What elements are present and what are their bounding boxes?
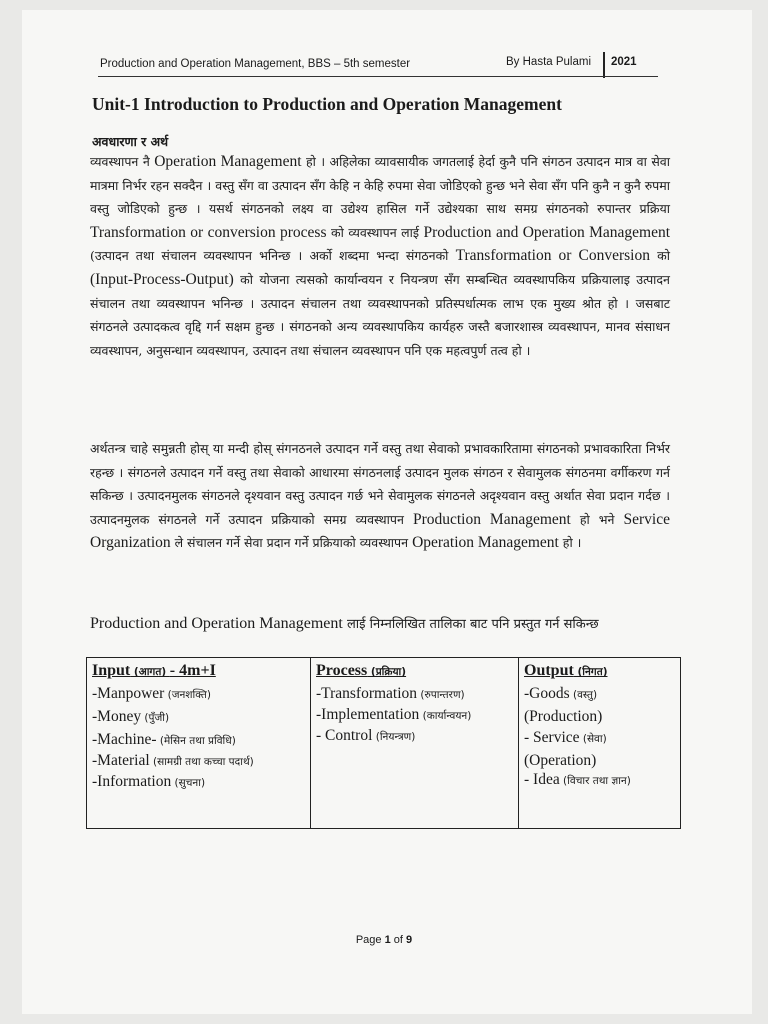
process-column	[311, 658, 519, 829]
p1-text: (उत्पादन तथा संचालन व्यवस्थापन भनिन्छ । अर्को शब्दमा भन्दा संगठनको	[90, 248, 456, 264]
input-row: -Material (सामग्री तथा कच्चा पदार्थ)	[92, 752, 254, 769]
total-pages: 9	[406, 934, 413, 946]
process-row: -Implementation (कार्यान्वयन)	[316, 706, 472, 723]
p2-text: ले संचालन गर्ने सेवा प्रदान गर्ने प्रक्रियाको व्यवस्थापन	[170, 535, 413, 551]
p2-term: Production Management	[412, 510, 571, 528]
paragraph-2	[90, 437, 670, 555]
unit-title: Unit-1 Introduction to Production and Operation Management	[92, 94, 562, 114]
header-divider	[603, 52, 605, 78]
header-rule	[98, 76, 658, 77]
section-subheading: अवधारणा र अर्थ	[92, 134, 169, 149]
p2-text: अर्थतन्त्र चाहे समुन्नती होस् या मन्दी होस् संगनठनले उत्पादन गर्ने वस्तु तथा सेवाको प्रभावकारितामा संगठनको प्रभावकारिता निर्भर रहन्छ । संगठनले उत्पादन गर्ने वस्तु तथा सेवाको आधारमा संगठनलाई उत्पादन मुलक संगठन र सेवामुलक संगठनमा वर्गीकरण गर्न सकिन्छ । उत्पादनमुलक संगठनले दृश्यवान वस्तु उत्पादन गर्छ भने सेवामुलक संगठनले अदृश्यवान वस्तु अर्थात सेवा प्रदान गर्दछ । उत्पादनमुलक संगठनले गर्ने उत्पादन प्रक्रियाको समग्र व्यवस्थापन	[90, 441, 670, 527]
input-row: -Machine- (मेसिन तथा प्रविधि)	[92, 731, 236, 748]
page-header	[98, 52, 658, 78]
page-footer: Page 1 of 9	[355, 934, 413, 946]
p1-term: Transformation or Conversion	[455, 247, 650, 265]
course-title: Production and Operation Management, BBS – 5th semester	[100, 58, 411, 70]
output-header: Output (निगत)	[524, 662, 608, 679]
output-row: - Idea (विचार तथा ज्ञान)	[524, 771, 631, 788]
p2-text: हो भने	[570, 511, 624, 527]
p1-text: हो । अहिलेका व्यावसायीक जगतलाई हेर्दा कुनै पनि संगठन उत्पादन मात्र वा सेवा मात्रमा निर्भर रहन सक्दैन । वस्तु सँग वा उत्पादन सँग केहि न केहि रुपमा सेवा जोडिएको हुन्छ भने सेवा सँग पनि कुनै न कुनै रुपमा वस्तु जोडिएको हुन्छ । यसर्थ संगठनको लक्ष्य वा उद्येश्य हासिल गर्ने उद्येश्यका साथ समग्र संगठनको रुपान्तर प्रक्रिया	[90, 154, 670, 217]
input-process-output-table	[86, 657, 681, 829]
intro-text: लाई निम्नलिखित तालिका बाट पनि प्रस्तुत गर्न सकिन्छ	[342, 617, 599, 632]
p1-term: Operation Management	[154, 153, 302, 170]
p1-term: Production and Operation Management	[423, 223, 671, 241]
input-header: Input (आगत) - 4m+I	[92, 662, 216, 679]
table-intro	[90, 613, 680, 636]
author-name: By Hasta Pulami	[506, 56, 592, 68]
p1-term: Transformation or conversion process	[90, 223, 327, 241]
intro-term: Production and Operation Management	[90, 615, 343, 632]
process-row: -Transformation (रुपान्तरण)	[316, 685, 465, 702]
input-row: -Information (सुचना)	[92, 773, 206, 790]
output-row: - Service (सेवा)	[524, 729, 607, 746]
output-row-sub: (Operation)	[524, 752, 597, 769]
p1-text: को	[650, 248, 671, 264]
p1-text: को योजना त्यसको कार्यान्वयन र नियन्त्रण सँग सम्बन्धित व्यवस्थापकिय प्रक्रियालाइ उत्पादन संचालन तथा व्यवस्थापन भनिन्छ । उत्पादन संचालन तथा व्यवस्थापनको प्रतिस्पर्धात्मक लाभ एक मुख्य श्रोत हो । जसबाट संगठनले उत्पादकत्व वृद्दि गर्न सक्षम हुन्छ । संगठनको अन्य व्यवस्थापकिय कार्यहरु जस्तै बजारशास्त्र व्यवस्थापन, मानव संसाधन व्यवस्थापन, अनुसन्धान व्यवस्थापन, उत्पादन तथा संचालन व्यवस्थापन पनि एक महत्वपुर्ण तत्व हो ।	[90, 271, 670, 358]
process-row: - Control (नियन्त्रण)	[316, 727, 416, 744]
current-page: 1	[384, 934, 391, 946]
p2-term: Service Organization	[90, 510, 670, 552]
output-column	[519, 658, 681, 829]
input-row: -Manpower (जनशक्ति)	[92, 685, 211, 702]
paragraph-1	[90, 150, 670, 362]
p2-text: हो ।	[558, 535, 582, 551]
output-row: -Goods (वस्तु)	[524, 685, 598, 702]
header-year: 2021	[611, 56, 637, 68]
p2-term: Operation Management	[412, 534, 559, 552]
output-row-sub: (Production)	[524, 708, 603, 725]
input-row: -Money (पुँजी)	[92, 708, 170, 725]
p1-term: (Input-Process-Output)	[90, 270, 234, 288]
input-column	[87, 658, 311, 829]
p1-text: को व्यवस्थापन लाई	[326, 224, 424, 240]
process-header: Process (प्रक्रिया)	[316, 662, 407, 679]
p1-text: व्यवस्थापन नै	[90, 154, 155, 169]
